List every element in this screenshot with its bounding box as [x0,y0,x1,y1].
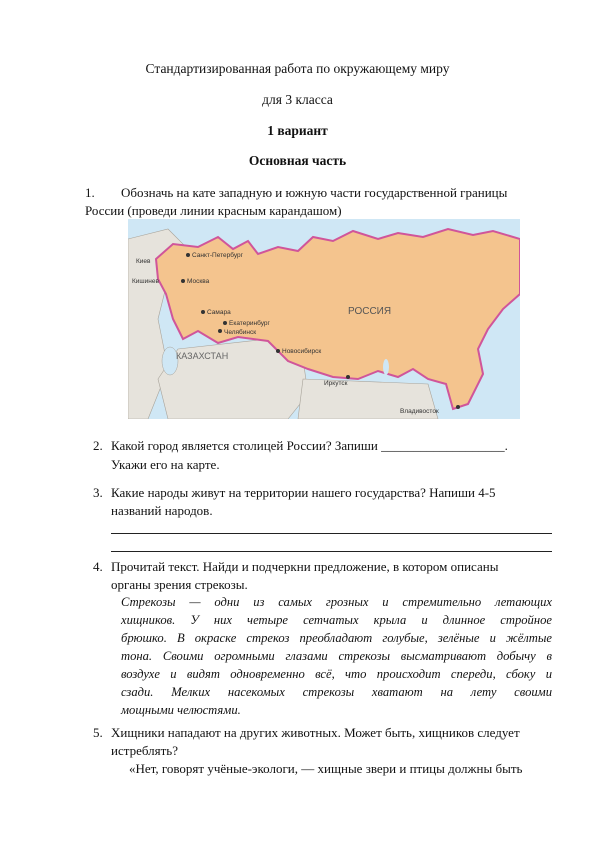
q4-line2: органы зрения стрекозы. [111,577,248,592]
q4-number: 4. [93,559,103,574]
city-dot [346,375,350,379]
map-image [128,219,520,419]
q2-line1: Какой город является столицей России? Запиши ___________________. [111,438,508,453]
city-label: Санкт-Петербург [192,252,243,259]
city-label: Самара [207,309,231,316]
baikal-lake [383,359,389,375]
answer-line[interactable] [111,551,552,552]
page-title: Стандартизированная работа по окружающему миру [145,61,450,76]
variant-heading: 1 вариант [267,123,328,138]
passage-line: воздухе и видят одновременно всё, что происходит спереди, сбоку и [121,667,552,681]
kazakhstan-label: КАЗАХСТАН [176,351,229,361]
q1-text-line1: Обозначь на кате западную и южную части государственной границы [121,185,508,200]
side-label: Киев [136,258,151,265]
city-dot [181,279,185,283]
passage-line: сзади. Мелких насекомых стрекозы хватают на лету своими [121,685,552,699]
q4-line1: Прочитай текст. Найди и подчеркни предложение, в котором описаны [111,559,499,574]
answer-line[interactable] [111,533,552,534]
q2-line2: Укажи его на карте. [111,457,220,472]
city-label: Иркутск [324,380,348,387]
city-label: Москва [187,278,210,285]
section-heading: Основная часть [248,153,347,168]
city-dot [201,310,205,314]
q5-number: 5. [93,725,103,740]
city-label: Владивосток [400,408,439,415]
passage-line: мощными челюстями. [121,703,241,717]
passage-line: хищников. У них четыре сетчатых крыла и длинное стройное [121,613,552,627]
q5-line2: истреблять? [111,743,178,758]
q1-number: 1. [85,185,95,200]
q2-number: 2. [93,438,103,453]
grade-subtitle: для 3 класса [262,92,333,107]
q3-line2: названий народов. [111,503,213,518]
passage-line: брюшко. В окраске стрекоз преобладают голубые, зелёные и жёлтые [121,631,552,645]
q1-text-line2: России (проведи линии красным карандашом) [85,203,342,218]
passage-line: Стрекозы — одни из самых грозных и стремительно летающих [121,595,552,609]
russia-map [128,219,520,419]
q5-line3: «Нет, говорят учёные-экологи, — хищные звери и птицы должны быть [129,761,523,776]
side-label: Кишинев [132,278,159,285]
city-label: Екатеринбург [229,320,270,327]
city-label: Челябинск [224,329,257,336]
q3-line1: Какие народы живут на территории нашего государства? Напиши 4-5 [111,485,496,500]
city-dot [223,321,227,325]
city-dot [186,253,190,257]
q5-line1: Хищники нападают на других животных. Может быть, хищников следует [111,725,520,740]
city-dot [456,405,460,409]
city-dot [276,349,280,353]
city-dot [218,329,222,333]
dragonfly-passage [121,593,552,719]
passage-line: тона. Своими огромными глазами стрекозы высматривают добычу в [121,649,552,663]
q3-number: 3. [93,485,103,500]
russia-label: РОССИЯ [348,306,392,317]
city-label: Новосибирск [282,348,322,355]
